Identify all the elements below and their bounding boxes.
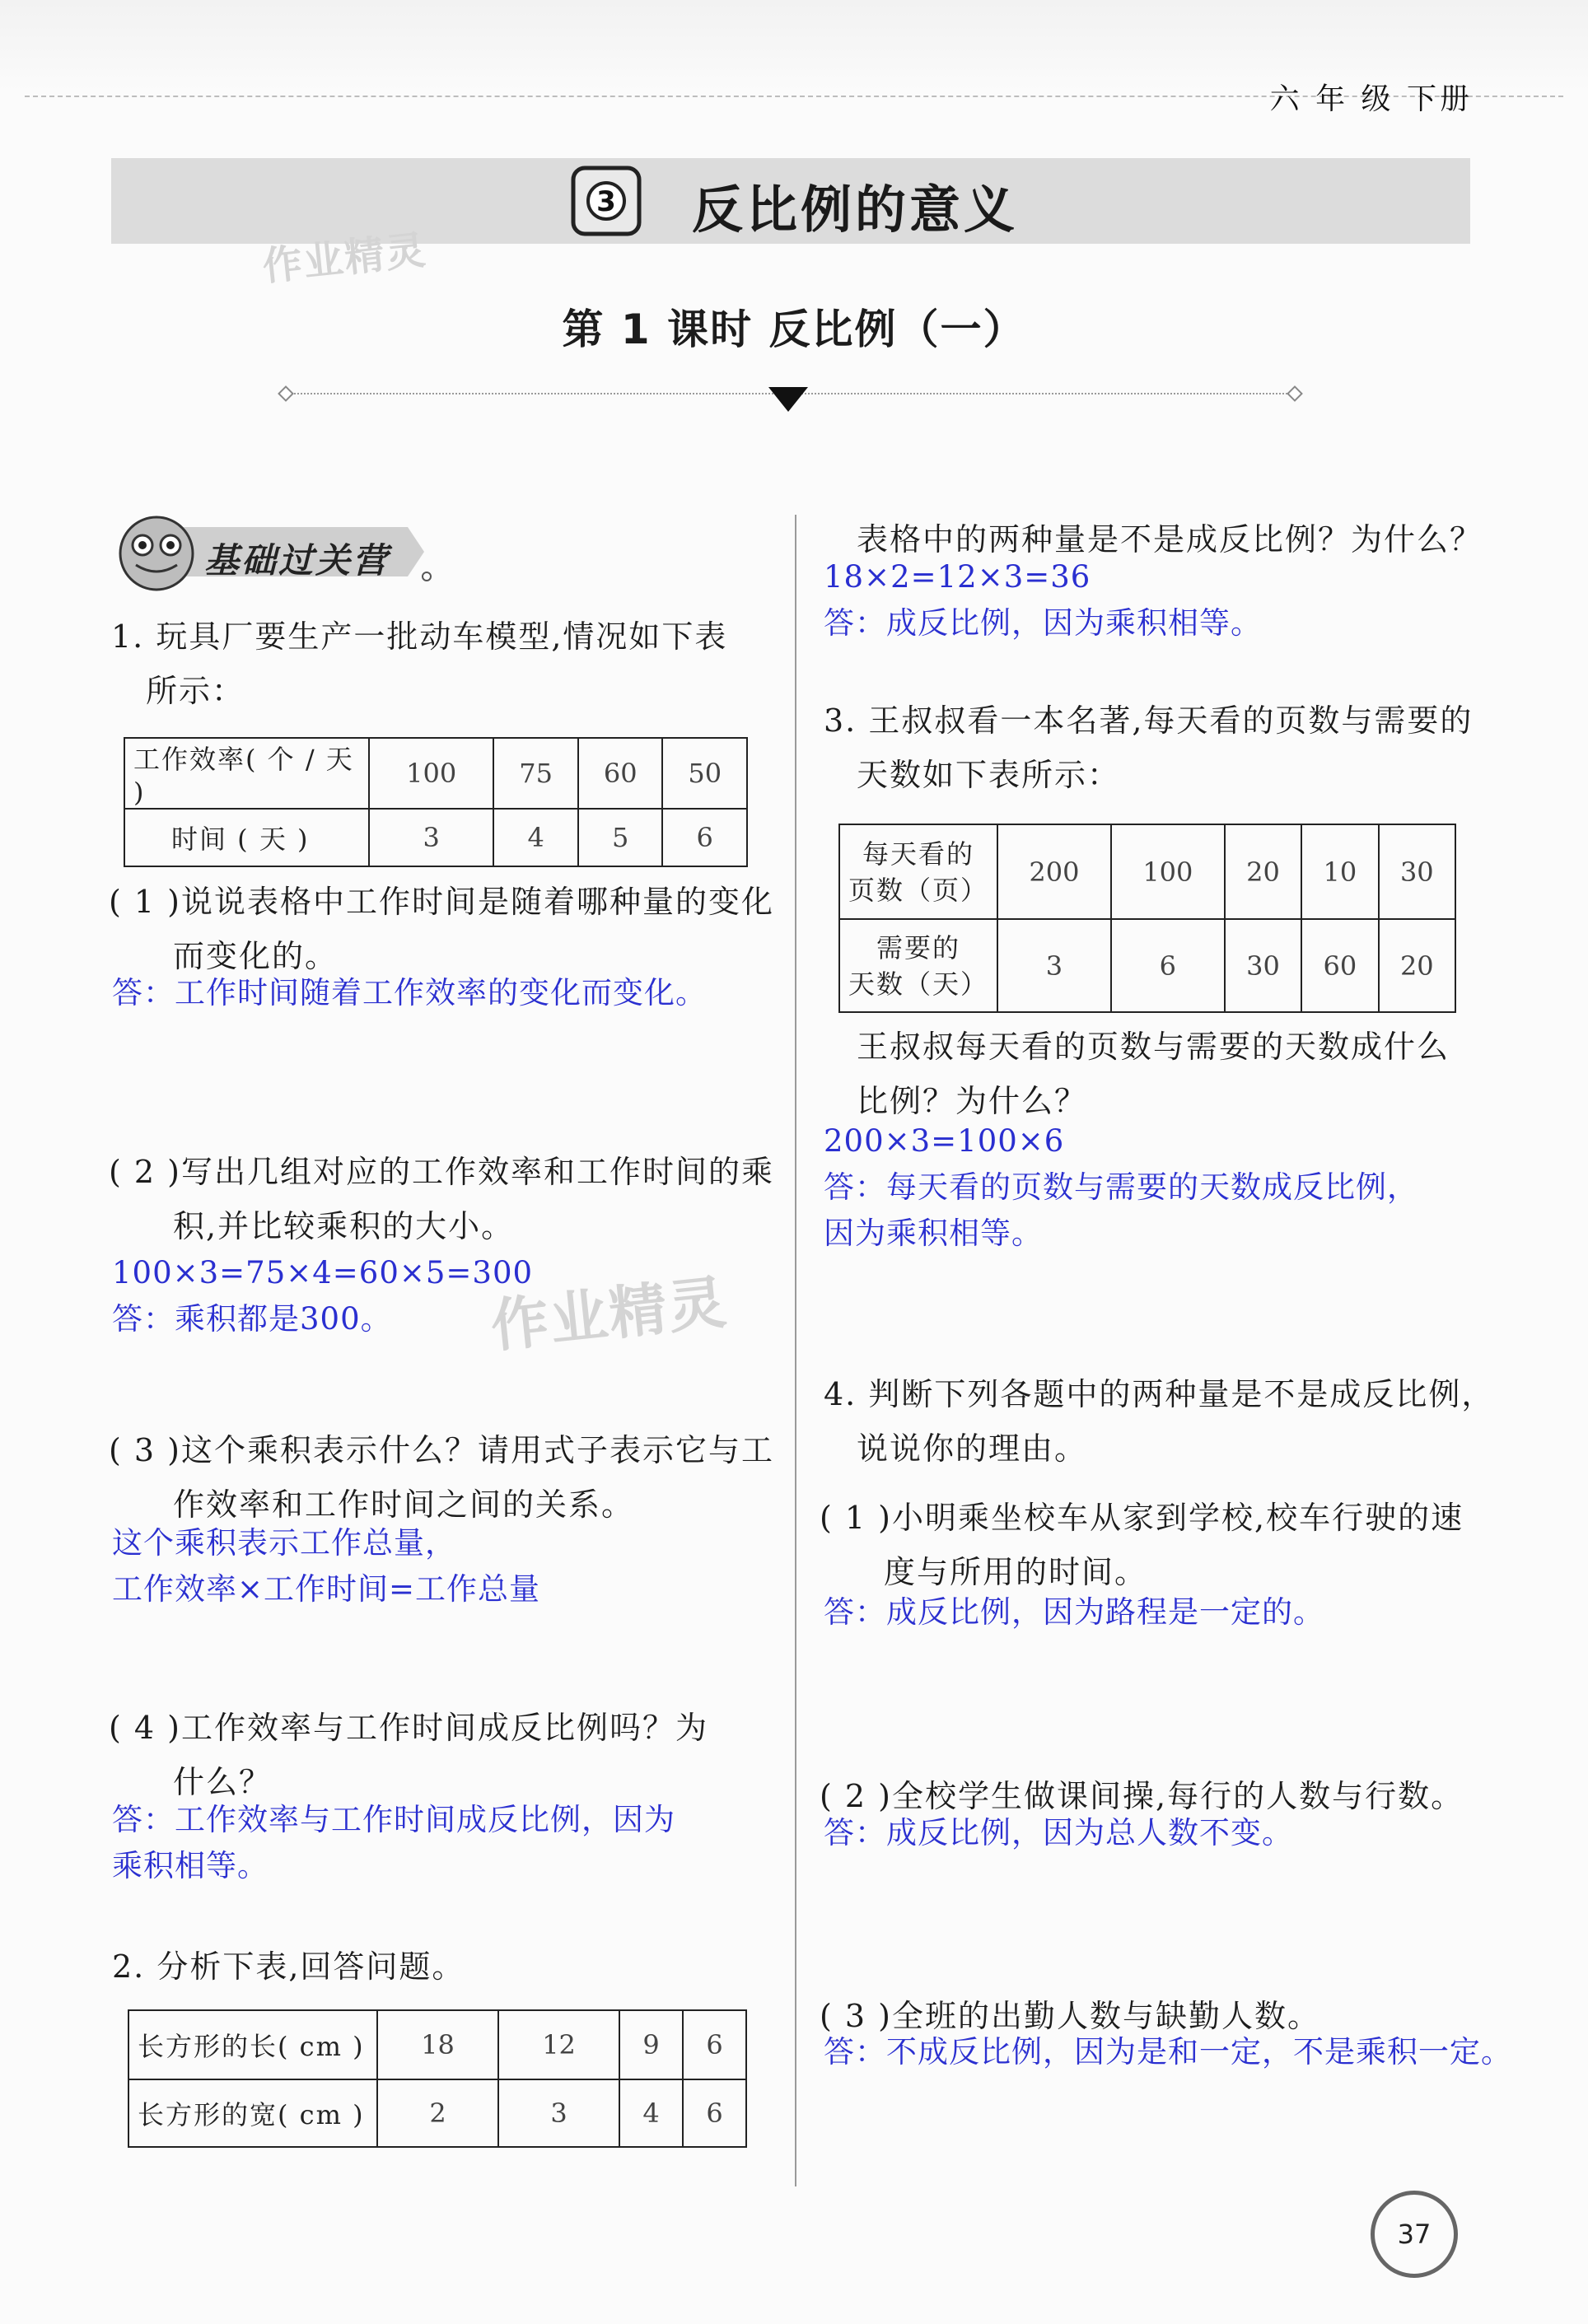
q1-part3 [109, 1423, 774, 1532]
q2-table-cell: 9 [619, 2010, 683, 2079]
q3-table-cell: 200 [997, 824, 1111, 919]
unit-title: 反比例的意义 [692, 180, 1019, 240]
q1-table-cell: 6 [662, 809, 747, 866]
q1-part3-answer-line1: 这个乘积表示工作总量， [112, 1525, 456, 1561]
q1-stem-line1: 1. 玩具厂要生产一批动车模型,情况如下表 [111, 618, 728, 655]
q2-table-cell: 12 [498, 2010, 619, 2079]
q1-table-cell: 5 [578, 809, 663, 866]
q3-table-row1-head-a: 每天看的 [862, 838, 974, 870]
q4-part3: ( 3 )全班的出勤人数与缺勤人数。 [820, 1998, 1320, 2034]
q3-table-cell: 100 [1111, 824, 1225, 919]
q3-table-cell: 10 [1301, 824, 1378, 919]
unit-number: 3 [596, 185, 616, 218]
q4-stem-line2: 说说你的理由。 [857, 1430, 1088, 1467]
q3-table-cell: 20 [1225, 824, 1301, 919]
q3-stem-line2: 天数如下表所示： [857, 757, 1121, 793]
q2-answer-formula: 18×2=12×3=36 [824, 559, 1091, 595]
q2-table [128, 2009, 747, 2148]
q4-part2: ( 2 )全校学生做课间操,每行的人数与行数。 [820, 1778, 1464, 1814]
unit-number-icon [568, 163, 644, 239]
q3-table-cell: 6 [1111, 919, 1225, 1012]
watermark-top: 作业精灵 [260, 226, 429, 291]
q3-answer-formula: 200×3=100×6 [824, 1123, 1065, 1159]
q2-table-cell: 18 [377, 2010, 498, 2079]
q1-table-cell: 75 [493, 738, 578, 809]
divider-diamond-right [1287, 385, 1303, 402]
q3-table-cell: 60 [1301, 919, 1378, 1012]
section-title: 基础过关营 [204, 540, 390, 581]
q3-answer-line2: 因为乘积相等。 [824, 1216, 1043, 1251]
divider-diamond-left [278, 385, 294, 402]
q2-table-cell: 6 [683, 2079, 746, 2147]
q1-part4-answer-line2: 乘积相等。 [112, 1848, 269, 1883]
q3-stem-line1: 3. 王叔叔看一本名著,每天看的页数与需要的 [824, 702, 1474, 739]
q3-table-row2-head [839, 919, 997, 1012]
q4-stem [824, 1367, 1494, 1476]
q2-question: 表格中的两种量是不是成反比例？为什么？ [857, 521, 1483, 558]
q4-part3-answer: 答：不成反比例，因为是和一定，不是乘积一定。 [824, 2034, 1512, 2070]
q1-part1-line1: ( 1 )说说表格中工作时间是随着哪种量的变化 [109, 884, 774, 920]
q1-part2-answer: 答：乘积都是300。 [112, 1301, 392, 1337]
q3-table-row1-head [839, 824, 997, 919]
q1-stem-line2: 所示： [146, 673, 245, 709]
q1-table-cell: 3 [369, 809, 493, 866]
q3-stem [824, 693, 1473, 802]
q1-part1-line2: 而变化的。 [173, 938, 339, 974]
q4-part1-line1: ( 1 )小明乘坐校车从家到学校,校车行驶的速 [820, 1500, 1464, 1536]
q1-part2-answer-formula: 100×3=75×4=60×5=300 [112, 1255, 534, 1290]
q1-part4-line2: 什么？ [173, 1764, 273, 1800]
q1-table-cell: 50 [662, 738, 747, 809]
q1-part2-line1: ( 2 )写出几组对应的工作效率和工作时间的乘 [109, 1154, 774, 1190]
q4-part1 [820, 1491, 1464, 1599]
q1-part1 [109, 875, 774, 983]
q2-table-cell: 4 [619, 2079, 683, 2147]
q1-part3-line2: 作效率和工作时间之间的关系。 [173, 1486, 635, 1523]
page-number: 37 [1371, 2191, 1458, 2278]
q2-table-cell: 6 [683, 2010, 746, 2079]
q3-question [857, 1020, 1450, 1128]
q2-table-row1-head: 长方形的长( cm ) [128, 2010, 377, 2079]
q3-table-row2-head-a: 需要的 [876, 931, 960, 964]
q1-part4-answer-line1: 答：工作效率与工作时间成反比例，因为 [112, 1802, 675, 1837]
q2-stem: 2. 分析下表,回答问题。 [112, 1948, 465, 1985]
q1-part4-line1: ( 4 )工作效率与工作时间成反比例吗？为 [109, 1710, 708, 1746]
q3-table-row2-head-b: 天数（天） [848, 968, 988, 1000]
q4-part1-answer: 答：成反比例，因为路程是一定的。 [824, 1594, 1324, 1630]
q1-part3-answer-line2: 工作效率×工作时间=工作总量 [112, 1571, 541, 1607]
q4-stem-line1: 4. 判断下列各题中的两种量是不是成反比例， [824, 1376, 1495, 1412]
q2-answer: 答：成反比例，因为乘积相等。 [824, 605, 1262, 641]
q3-table [838, 824, 1456, 1013]
q1-table-cell: 100 [369, 738, 493, 809]
q1-table-cell: 4 [493, 809, 578, 866]
column-separator [795, 515, 796, 2186]
q1-part2 [109, 1145, 774, 1253]
q3-question-line2: 比例？为什么？ [857, 1083, 1088, 1119]
q1-part4 [109, 1701, 708, 1809]
q3-question-line1: 王叔叔每天看的页数与需要的天数成什么 [857, 1029, 1450, 1065]
q3-answer-line1: 答：每天看的页数与需要的天数成反比例， [824, 1169, 1418, 1205]
q2-table-row2-head: 长方形的宽( cm ) [128, 2079, 377, 2147]
q1-stem [111, 609, 727, 718]
q1-table-row1-head: 工作效率( 个 / 天 ) [124, 738, 369, 809]
divider-arrow-icon [768, 387, 808, 412]
grade-label: 六 年 级 下册 [1269, 82, 1473, 116]
q2-table-cell: 3 [498, 2079, 619, 2147]
q3-table-cell: 30 [1225, 919, 1301, 1012]
q4-part2-answer: 答：成反比例，因为总人数不变。 [824, 1815, 1293, 1850]
q1-part1-answer: 答：工作时间随着工作效率的变化而变化。 [112, 975, 707, 1010]
q2-table-cell: 2 [377, 2079, 498, 2147]
q1-table-row2-head: 时间 ( 天 ) [124, 809, 369, 866]
q4-part1-line2: 度与所用的时间。 [884, 1554, 1148, 1590]
q3-table-cell: 20 [1379, 919, 1455, 1012]
q3-table-row1-head-b: 页数（页） [848, 874, 988, 906]
watermark-middle: 作业精灵 [488, 1268, 731, 1360]
q1-part2-line2: 积,并比较乘积的大小。 [173, 1208, 515, 1244]
q1-table-cell: 60 [578, 738, 663, 809]
q1-part3-line1: ( 3 )这个乘积表示什么？请用式子表示它与工 [109, 1432, 774, 1468]
q3-table-cell: 30 [1379, 824, 1455, 919]
q3-table-cell: 3 [997, 919, 1111, 1012]
q1-table [124, 737, 748, 867]
lesson-title: 第 1 课时 反比例（一） [562, 306, 1026, 353]
